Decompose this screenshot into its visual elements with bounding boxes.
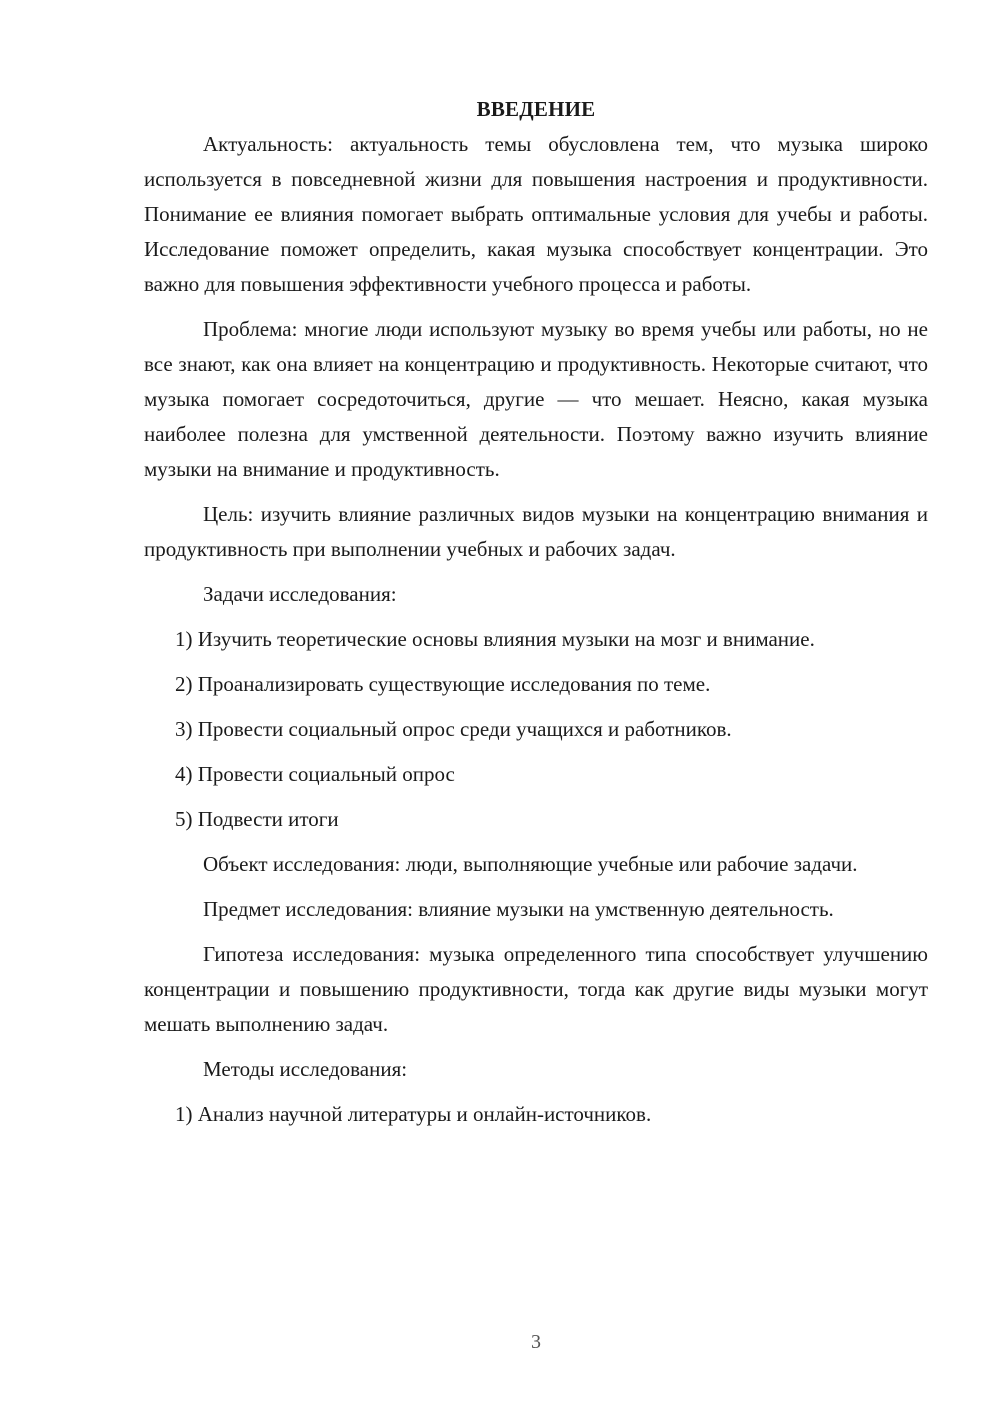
document-page bbox=[144, 92, 928, 1132]
task-item-1: 1) Изучить теоретические основы влияния музыки на мозг и внимание. bbox=[175, 627, 815, 651]
task-item-5: 5) Подвести итоги bbox=[175, 807, 339, 831]
problem-paragraph: Проблема: многие люди используют музыку во время учебы или работы, но не все знают, как она влияет на концентрацию и продуктивность. Некоторые считают, что музыка помогает сосредоточиться, другие — что мешает. Неясно, какая музыка наиболее полезна для умственной деятельности. Поэтому важно изучить влияние музыки на внимание и продуктивность. bbox=[144, 317, 928, 481]
goal-paragraph: Цель: изучить влияние различных видов музыки на концентрацию внимания и продуктивность при выполнении учебных и рабочих задач. bbox=[144, 502, 928, 561]
subject-paragraph: Предмет исследования: влияние музыки на умственную деятельность. bbox=[203, 897, 834, 921]
relevance-paragraph: Актуальность: актуальность темы обусловлена тем, что музыка широко используется в повседневной жизни для повышения настроения и продуктивности. Понимание ее влияния помогает выбрать оптимальные условия для учебы и работы. Исследование поможет определить, какая музыка способствует концентрации. Это важно для повышения эффективности учебного процесса и работы. bbox=[144, 132, 928, 296]
page-title: ВВЕДЕНИЕ bbox=[476, 97, 596, 121]
page-number: 3 bbox=[531, 1331, 541, 1353]
task-item-2: 2) Проанализировать существующие исследования по теме. bbox=[175, 672, 711, 696]
task-item-3: 3) Провести социальный опрос среди учащихся и работников. bbox=[175, 717, 732, 741]
object-paragraph: Объект исследования: люди, выполняющие учебные или рабочие задачи. bbox=[203, 852, 858, 876]
tasks-heading: Задачи исследования: bbox=[203, 582, 397, 606]
method-item-1: 1) Анализ научной литературы и онлайн-источников. bbox=[175, 1102, 652, 1126]
methods-heading: Методы исследования: bbox=[203, 1057, 408, 1081]
hypothesis-paragraph: Гипотеза исследования: музыка определенного типа способствует улучшению концентрации и повышению продуктивности, тогда как другие виды музыки могут мешать выполнению задач. bbox=[144, 942, 928, 1036]
task-item-4: 4) Провести социальный опрос bbox=[175, 762, 455, 786]
